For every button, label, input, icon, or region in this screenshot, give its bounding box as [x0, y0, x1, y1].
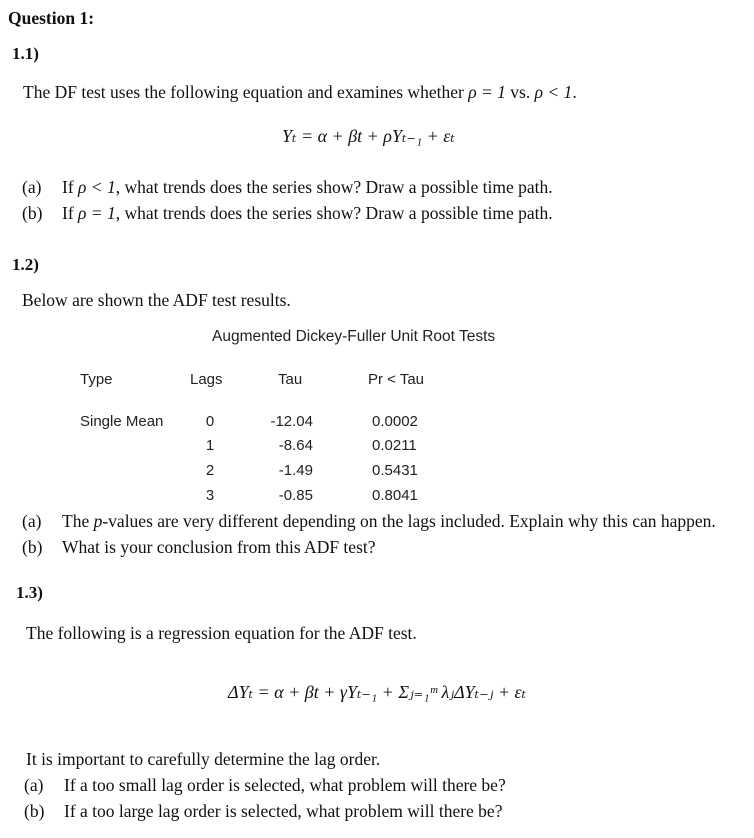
- intro-text: The DF test uses the following equation and examines whether: [23, 82, 469, 102]
- section-1-3-item-b: [24, 801, 502, 822]
- item-condition: ρ = 1: [78, 203, 116, 223]
- item-label: (b): [22, 203, 43, 223]
- col-header-type: Type: [80, 371, 113, 388]
- section-1-2-heading: 1.2): [12, 255, 39, 274]
- condition-rho-less-1: ρ < 1: [534, 82, 573, 102]
- item-prefix: If: [62, 177, 79, 197]
- item-text-pre: The: [62, 511, 94, 531]
- df-equation: Yₜ = α + βt + ρYₜ₋₁ + εₜ: [282, 126, 455, 146]
- table-cell-lags: 1: [205, 437, 215, 454]
- section-1-2-item-b: [22, 537, 376, 558]
- table-cell-tau: -1.49: [278, 462, 313, 479]
- adf-equation: ΔYₜ = α + βt + γYₜ₋₁ + Σⱼ₌₁ᵐ λⱼΔYₜ₋ⱼ + εₜ: [228, 682, 527, 702]
- table-cell-p: 0.0002: [372, 413, 418, 430]
- item-label: (b): [24, 801, 45, 821]
- item-text: -values are very different depending on the lags included. Explain why this can happen.: [102, 511, 716, 531]
- vs-text: vs.: [505, 82, 535, 102]
- section-1-2-item-a: [22, 511, 716, 532]
- item-text: If a too large lag order is selected, what problem will there be?: [64, 801, 503, 821]
- section-1-1-heading: 1.1): [12, 44, 39, 63]
- item-text: What is your conclusion from this ADF test?: [62, 537, 376, 557]
- section-1-3-item-a: [24, 775, 506, 796]
- table-cell-p: 0.5431: [372, 462, 418, 479]
- col-header-tau: Tau: [278, 371, 303, 388]
- item-text: If a too small lag order is selected, what problem will there be?: [64, 775, 506, 795]
- question-title: Question 1:: [8, 8, 95, 28]
- section-1-3-note: It is important to carefully determine the lag order.: [26, 749, 381, 769]
- table-cell-tau: -8.64: [278, 437, 313, 454]
- section-1-3-intro: The following is a regression equation for the ADF test.: [26, 623, 417, 643]
- table-cell-p: 0.8041: [372, 487, 418, 504]
- item-condition: ρ < 1: [78, 177, 116, 197]
- table-cell-tau: -12.04: [270, 413, 313, 430]
- condition-rho-equals-1: ρ = 1: [468, 82, 506, 102]
- section-1-1-intro: [23, 82, 577, 103]
- item-label: (b): [22, 537, 43, 557]
- section-1-1-item-b: [22, 203, 553, 224]
- table-cell-tau: -0.85: [278, 487, 313, 504]
- col-header-lags: Lags: [190, 371, 223, 388]
- item-text: , what trends does the series show? Draw a possible time path.: [115, 203, 553, 223]
- item-label: (a): [22, 177, 42, 197]
- item-prefix: If: [62, 203, 79, 223]
- section-1-1-item-a: [22, 177, 553, 198]
- item-label: (a): [22, 511, 42, 531]
- table-cell-lags: 0: [205, 413, 215, 430]
- item-label: (a): [24, 775, 44, 795]
- section-1-2-intro: Below are shown the ADF test results.: [22, 290, 291, 310]
- adf-table-title: Augmented Dickey-Fuller Unit Root Tests: [212, 328, 496, 345]
- p-symbol: p: [93, 511, 103, 531]
- item-text: , what trends does the series show? Draw a possible time path.: [115, 177, 553, 197]
- col-header-pr-tau: Pr < Tau: [368, 371, 425, 388]
- table-cell-p: 0.0211: [372, 437, 417, 454]
- table-cell-lags: 3: [205, 487, 215, 504]
- type-value: Single Mean: [80, 413, 164, 430]
- table-cell-lags: 2: [205, 462, 215, 479]
- period: .: [572, 82, 577, 102]
- section-1-3-heading: 1.3): [16, 583, 43, 602]
